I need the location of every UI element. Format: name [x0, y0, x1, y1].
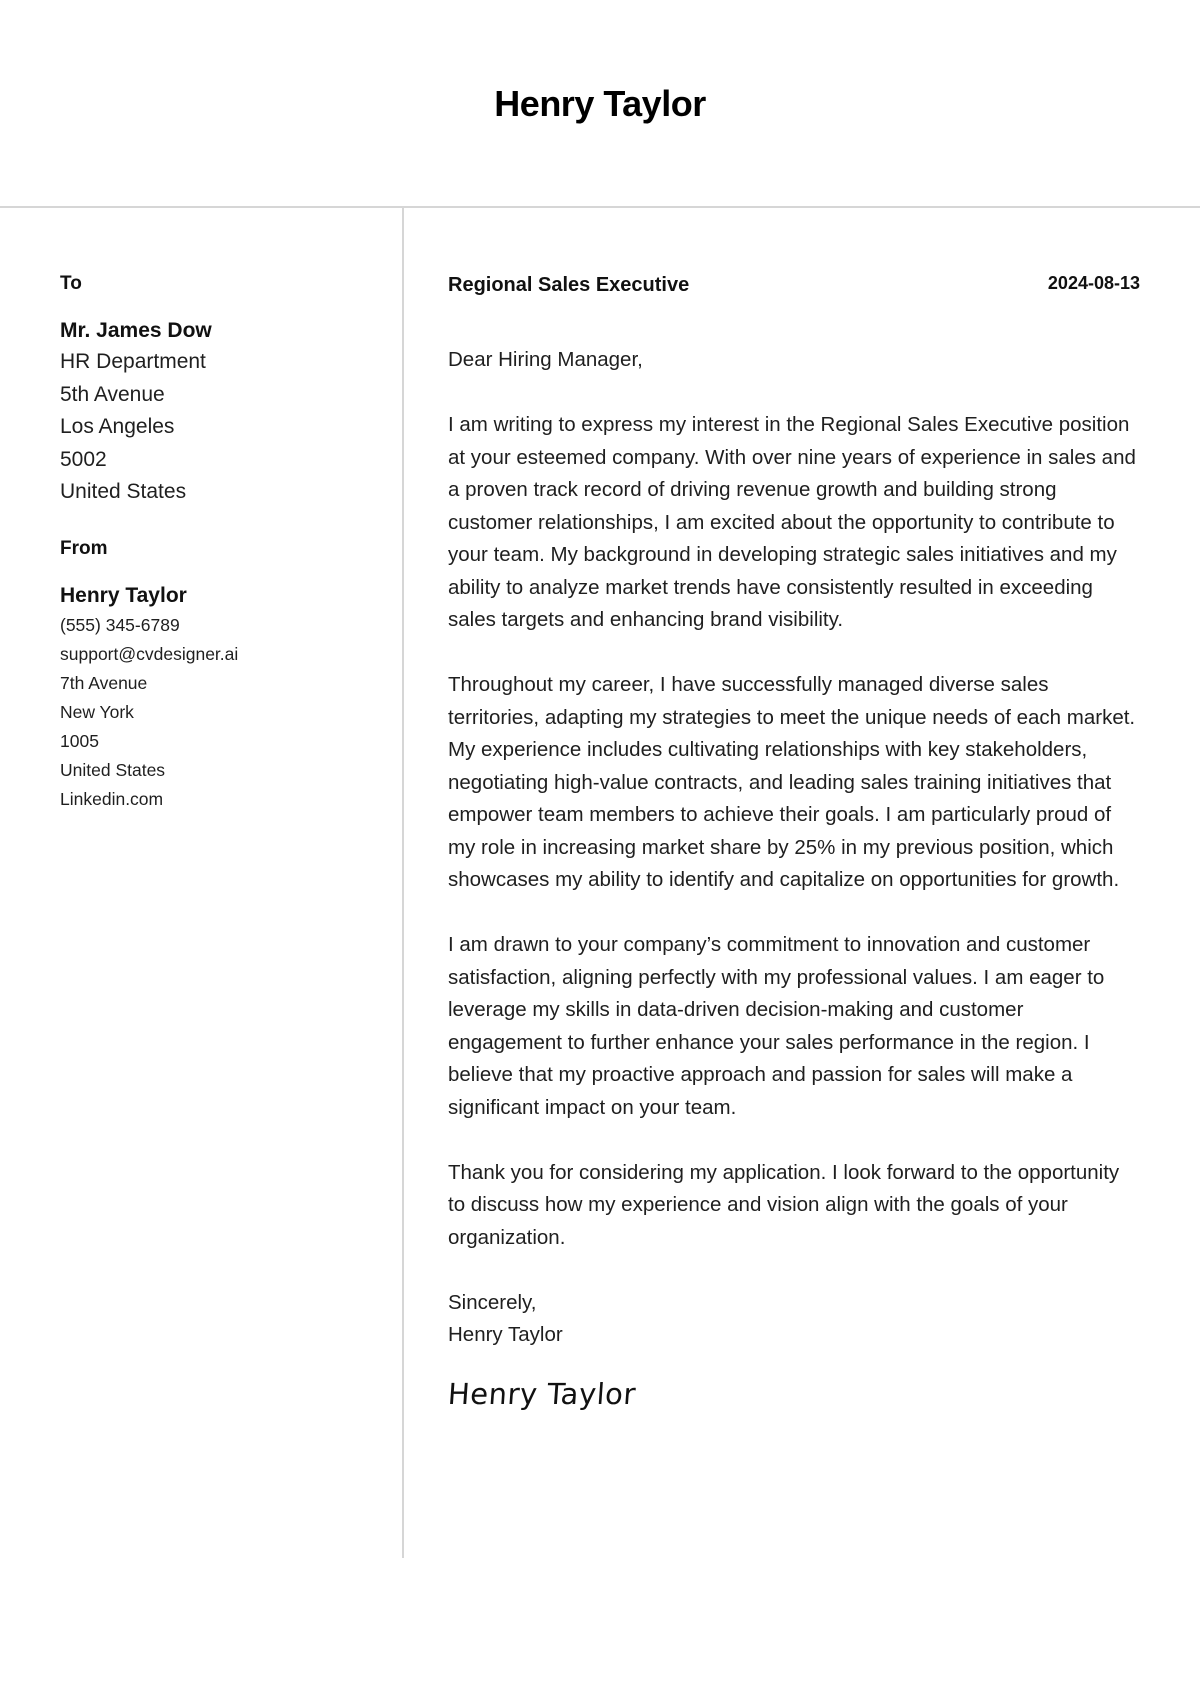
recipient-country: United States: [60, 480, 187, 503]
sender-website: Linkedin.com: [60, 788, 164, 809]
recipient-name: Mr. James Dow: [60, 319, 212, 342]
recipient-block: [60, 268, 380, 509]
letter-heading-row: [448, 268, 1140, 302]
paragraph-experience: Throughout my career, I have successfully managed diverse sales territories, adapting my strategies to meet the unique needs of each market. My experience includes cultivating relationships with key stakeholders, negotiating high-value contracts, and leading sales training initiatives that empower team members to achieve their goals. I am particularly proud of my role in increasing market share by 25% in my previous position, which showcases my ability to identify and capitalize on opportunities for growth.: [448, 673, 1136, 891]
address-sidebar: [60, 268, 380, 814]
sender-block: [60, 533, 380, 814]
paragraph-intro: I am writing to express my interest in the Regional Sales Executive position at your esteemed company. With over nine years of experience in sales and a proven track record of driving revenue growth and building strong customer relationships, I am excited about the opportunity to contribute to your team. My background in developing strategic sales initiatives and my ability to analyze market trends have consistently resulted in exceeding sales targets and enhancing brand visibility.: [448, 413, 1136, 631]
page-header: [0, 0, 1200, 208]
letter-date: 2024-08-13: [1047, 273, 1140, 293]
closing-phrase: Sincerely,: [448, 1290, 537, 1314]
recipient-street: 5th Avenue: [60, 382, 165, 406]
handwritten-signature: Henry Taylor: [446, 1376, 638, 1411]
sender-email: support@cvdesigner.ai: [60, 643, 239, 664]
to-label: To: [60, 273, 82, 294]
paragraph-motivation: I am drawn to your company’s commitment to innovation and customer satisfaction, aligning perfectly with my professional values. I am eager to leverage my skills in data-driven decision-making and customer engagement to further enhance your sales performance in the region. I believe that my proactive approach and passion for sales will make a significant impact on your team.: [448, 933, 1105, 1119]
salutation: Dear Hiring Manager,: [448, 348, 643, 371]
from-label: From: [60, 537, 108, 559]
applicant-name-heading: Henry Taylor: [494, 83, 706, 124]
sender-country: United States: [60, 759, 166, 780]
recipient-postal-code: 5002: [60, 447, 107, 471]
paragraph-closing: Thank you for considering my application. I look forward to the opportunity to discuss how my experience and vision align with the goals of your organization.: [448, 1160, 1120, 1249]
column-divider: [402, 208, 404, 1558]
job-title: Regional Sales Executive: [448, 274, 690, 296]
recipient-city: Los Angeles: [60, 415, 175, 438]
closing-name: Henry Taylor: [448, 1323, 563, 1346]
recipient-department: HR Department: [60, 350, 206, 373]
sender-street: 7th Avenue: [60, 672, 148, 693]
letter-body: [448, 268, 1140, 1414]
sender-postal-code: 1005: [60, 730, 99, 751]
sender-city: New York: [60, 701, 134, 722]
sender-name: Henry Taylor: [60, 583, 187, 607]
sender-phone: (555) 345-6789: [60, 614, 180, 635]
